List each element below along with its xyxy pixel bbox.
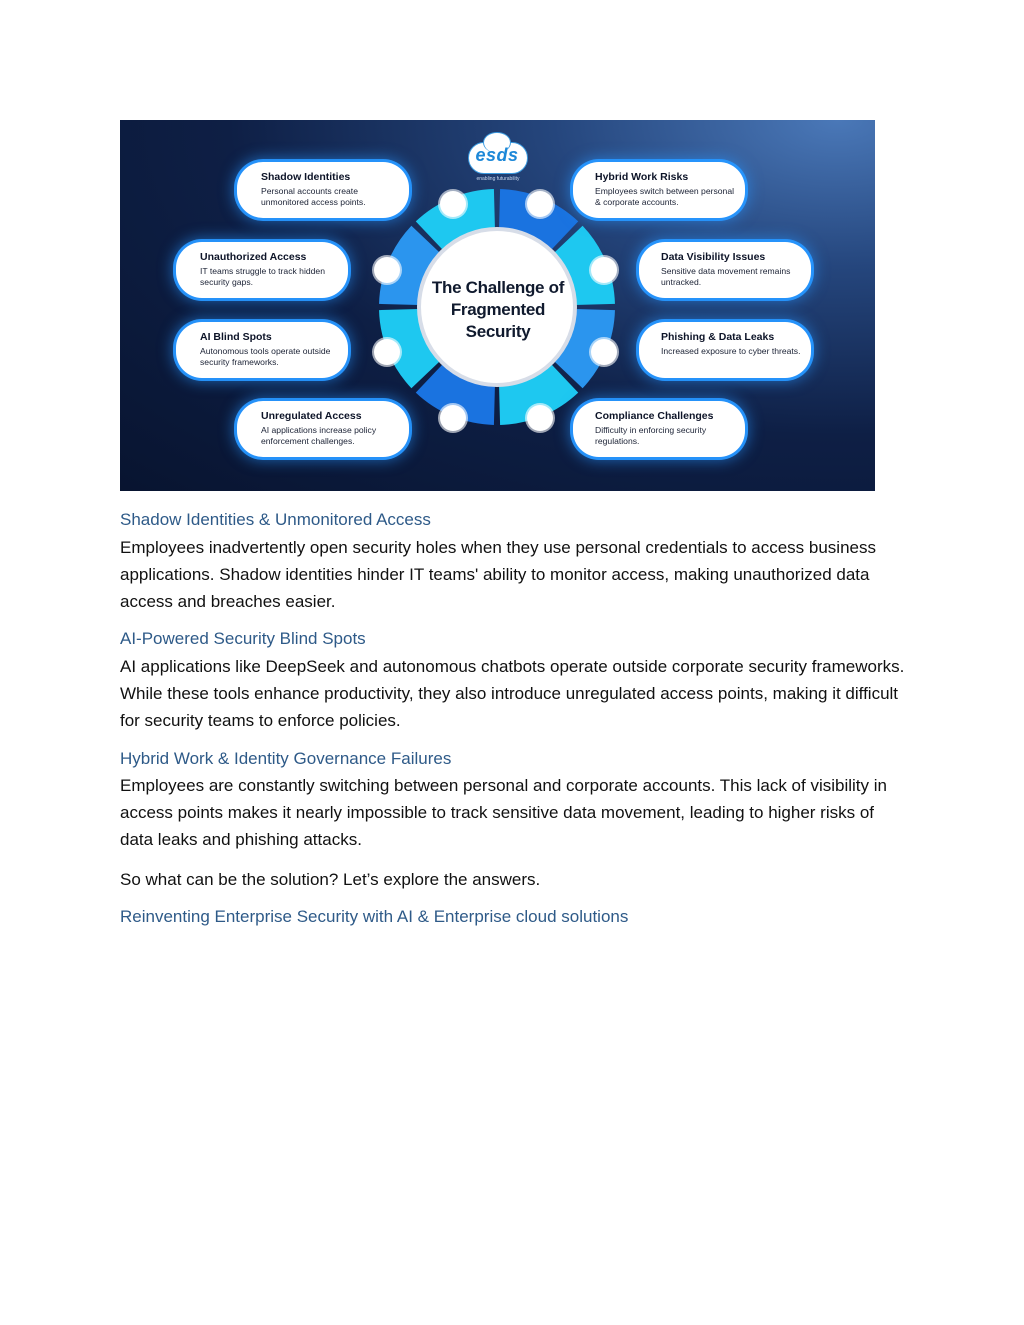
card-shadow-identities [237,162,409,218]
section-body-hybrid-work: Employees are constantly switching between personal and corporate accounts. This lack of visibility in access points makes it nearly impossible to track sensitive data movement, leading to higher risks of data leaks and phishing attacks. [120,776,887,849]
connector-dot [440,191,466,217]
card-desc: Personal accounts create unmonitored access points. [261,186,366,207]
connector-dot [374,257,400,283]
center-title: The Challenge of Fragmented Security [431,278,565,341]
card-title: Phishing & Data Leaks [661,331,775,343]
card-title: AI Blind Spots [200,331,272,343]
card-unauthorized-access [176,242,348,298]
connector-dot [374,339,400,365]
connector-dot [527,191,553,217]
card-desc: Employees switch between personal & corporate accounts. [595,186,735,207]
section-body-ai-blind-spots: AI applications like DeepSeek and autonomous chatbots operate outside corporate security frameworks. While these tools enhance productivity, they also introduce unregulated access points, making it difficult for security teams to enforce policies. [120,657,905,730]
logo-tagline: enabling futurability [476,176,520,182]
card-ai-blind-spots [176,322,348,378]
section-heading-ai-blind-spots: AI-Powered Security Blind Spots [120,629,366,648]
connector-dot [440,405,466,431]
section-heading-shadow-identities: Shadow Identities & Unmonitored Access [120,510,431,529]
card-title: Compliance Challenges [595,410,714,422]
esds-logo [466,138,530,186]
card-compliance-challenges [573,401,745,457]
card-title: Shadow Identities [261,171,351,183]
connector-dot [591,339,617,365]
card-data-visibility-issues [639,242,811,298]
card-hybrid-work-risks [573,162,745,218]
final-heading: Reinventing Enterprise Security with AI & Enterprise cloud solutions [120,907,629,926]
card-title: Hybrid Work Risks [595,171,689,183]
card-desc: Sensitive data movement remains untracked. [661,266,791,287]
card-title: Data Visibility Issues [661,251,766,263]
card-desc: Autonomous tools operate outside security frameworks. [200,346,331,367]
connector-dot [527,405,553,431]
closing-line: So what can be the solution? Let’s explore the answers. [120,870,541,889]
card-unregulated-access [237,401,409,457]
card-title: Unregulated Access [261,410,362,422]
card-desc: Difficulty in enforcing security regulations. [595,425,707,446]
card-desc: Increased exposure to cyber threats. [661,346,801,356]
logo-text: esds [475,145,519,165]
card-desc: AI applications increase policy enforcement challenges. [261,425,377,446]
card-desc: IT teams struggle to track hidden security gaps. [200,266,325,287]
section-heading-hybrid-work: Hybrid Work & Identity Governance Failures [120,749,452,768]
section-body-shadow-identities: Employees inadvertently open security holes when they use personal credentials to access business applications. Shadow identities hinder IT teams' ability to monitor access, making unauthorized data access and breaches easier. [120,538,876,611]
connector-dot [591,257,617,283]
infographic-figure [120,120,875,491]
card-title: Unauthorized Access [200,251,307,263]
card-phishing-data-leaks [639,322,811,378]
